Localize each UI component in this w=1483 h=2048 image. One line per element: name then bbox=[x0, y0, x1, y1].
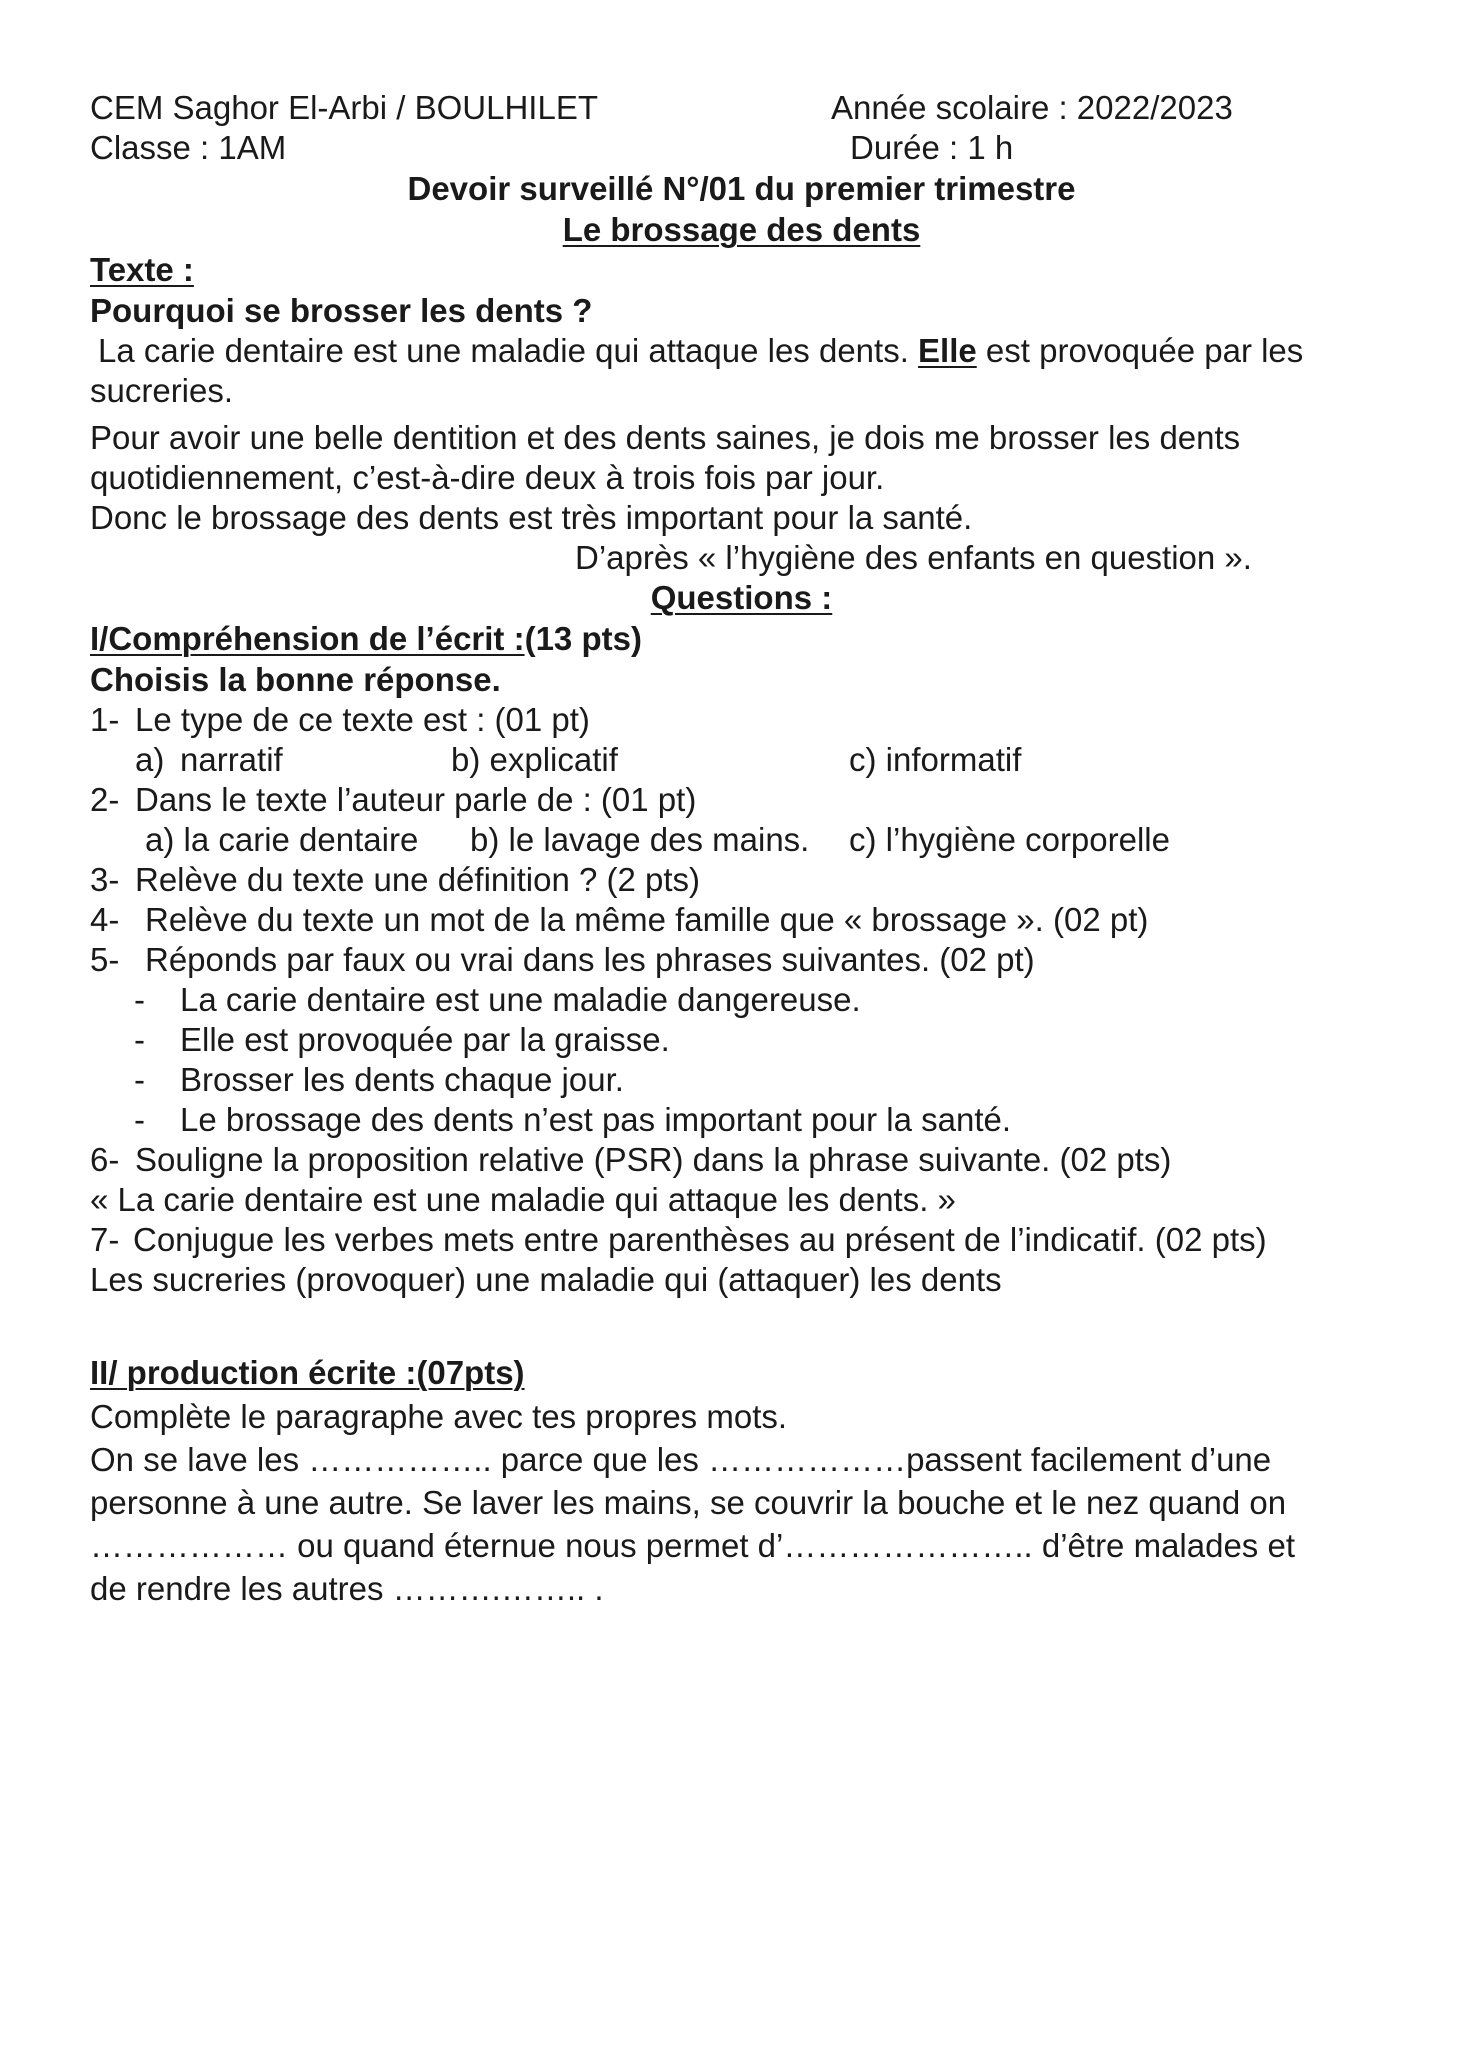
q5-bullet: - bbox=[134, 1021, 145, 1058]
q6-sentence: « La carie dentaire est une maladie qui attaque les dents. » bbox=[90, 1181, 956, 1218]
production-line-3: ……………… ou quand éternue nous permet d’………………….. d’être malades et bbox=[90, 1527, 1295, 1564]
text-p1-line2: sucreries. bbox=[90, 372, 234, 409]
text-source: D’après « l’hygiène des enfants en question ». bbox=[575, 539, 1252, 576]
text-p1-rest: est provoquée par les bbox=[985, 332, 1304, 369]
q1-option-b: b) explicatif bbox=[451, 741, 618, 778]
q5-item-text: Elle est provoquée par la graisse. bbox=[180, 1021, 670, 1058]
part2-label: II/ production écrite : bbox=[90, 1354, 417, 1391]
text-p2-line1: Pour avoir une belle dentition et des dents saines, je dois me brosser les dents bbox=[90, 419, 1241, 456]
q5-item bbox=[134, 1060, 624, 1100]
production-line-1: On se lave les …………….. parce que les ………………passent facilement d’une bbox=[90, 1441, 1272, 1478]
question-2-number: 2- bbox=[90, 781, 120, 818]
part1-label: I/Compréhension de l’écrit : bbox=[90, 620, 525, 657]
text-p2-line2: quotidiennement, c’est-à-dire deux à trois fois par jour. bbox=[90, 459, 885, 496]
q5-bullet: - bbox=[134, 981, 145, 1018]
question-2-text: Dans le texte l’auteur parle de : (01 pt) bbox=[135, 781, 697, 818]
q5-item-text: Le brossage des dents n’est pas important pour la santé. bbox=[180, 1101, 1012, 1138]
text-p3: Donc le brossage des dents est très important pour la santé. bbox=[90, 499, 973, 536]
q5-item bbox=[134, 980, 861, 1020]
q5-item-text: Brosser les dents chaque jour. bbox=[180, 1061, 624, 1098]
q1-option-a: narratif bbox=[180, 741, 283, 778]
text-p1-highlight: Elle bbox=[918, 332, 977, 369]
production-instruction: Complète le paragraphe avec tes propres mots. bbox=[90, 1398, 788, 1435]
q7-sentence: Les sucreries (provoquer) une maladie qui (attaquer) les dents bbox=[90, 1261, 1002, 1298]
q5-bullet: - bbox=[134, 1101, 145, 1138]
production-line-4: de rendre les autres ……….…….. . bbox=[90, 1570, 604, 1607]
question-3 bbox=[90, 860, 700, 900]
duration-label: Durée : 1 h bbox=[850, 129, 1014, 166]
q1-option-a-marker: a) bbox=[135, 741, 165, 778]
question-7 bbox=[90, 1220, 1267, 1260]
q5-item-text: La carie dentaire est une maladie dangereuse. bbox=[180, 981, 861, 1018]
question-5-text: Réponds par faux ou vrai dans les phrases suivantes. (02 pt) bbox=[145, 941, 1035, 978]
part2-heading bbox=[90, 1353, 525, 1393]
exam-title: Devoir surveillé N°/01 du premier trimestre bbox=[407, 170, 1076, 207]
question-4-number: 4- bbox=[90, 901, 120, 938]
text-label: Texte : bbox=[90, 251, 194, 288]
question-6 bbox=[90, 1140, 1171, 1180]
q5-bullet: - bbox=[134, 1061, 145, 1098]
q2-option-b: b) le lavage des mains. bbox=[470, 821, 810, 858]
text-p1-start: La carie dentaire est une maladie qui attaque les dents. bbox=[98, 332, 909, 369]
q5-item bbox=[134, 1020, 670, 1060]
subject-title: Le brossage des dents bbox=[562, 211, 921, 248]
question-1 bbox=[90, 700, 590, 740]
part2-points: (07pts) bbox=[416, 1354, 525, 1391]
production-line-2: personne à une autre. Se laver les mains, se couvrir la bouche et le nez quand on bbox=[90, 1484, 1287, 1521]
question-5 bbox=[90, 940, 1035, 980]
question-1-text: Le type de ce texte est : (01 pt) bbox=[135, 701, 590, 738]
question-6-text: Souligne la proposition relative (PSR) dans la phrase suivante. (02 pts) bbox=[135, 1141, 1172, 1178]
text-paragraph-1 bbox=[98, 331, 1303, 371]
question-1-number: 1- bbox=[90, 701, 120, 738]
part1-heading bbox=[90, 619, 642, 659]
q2-option-a: a) la carie dentaire bbox=[145, 821, 419, 858]
question-2 bbox=[90, 780, 696, 820]
q2-option-c: c) l’hygiène corporelle bbox=[849, 821, 1170, 858]
question-3-text: Relève du texte une définition ? (2 pts) bbox=[135, 861, 701, 898]
school-year: Année scolaire : 2022/2023 bbox=[831, 89, 1233, 126]
question-6-number: 6- bbox=[90, 1141, 120, 1178]
class-label: Classe : 1AM bbox=[90, 129, 287, 166]
q1-option-c: c) informatif bbox=[849, 741, 1022, 778]
question-4 bbox=[90, 900, 1148, 940]
text-title: Pourquoi se brosser les dents ? bbox=[90, 292, 593, 329]
question-7-text: Conjugue les verbes mets entre parenthèses au présent de l’indicatif. (02 pts) bbox=[133, 1221, 1267, 1258]
q5-item bbox=[134, 1100, 1011, 1140]
instruction: Choisis la bonne réponse. bbox=[90, 661, 501, 698]
questions-heading: Questions : bbox=[650, 579, 833, 616]
part1-points: (13 pts) bbox=[524, 620, 642, 657]
question-3-number: 3- bbox=[90, 861, 120, 898]
question-5-number: 5- bbox=[90, 941, 120, 978]
question-7-number: 7- bbox=[90, 1221, 120, 1258]
question-4-text: Relève du texte un mot de la même famille que « brossage ». (02 pt) bbox=[145, 901, 1149, 938]
school-name: CEM Saghor El-Arbi / BOULHILET bbox=[90, 89, 598, 126]
